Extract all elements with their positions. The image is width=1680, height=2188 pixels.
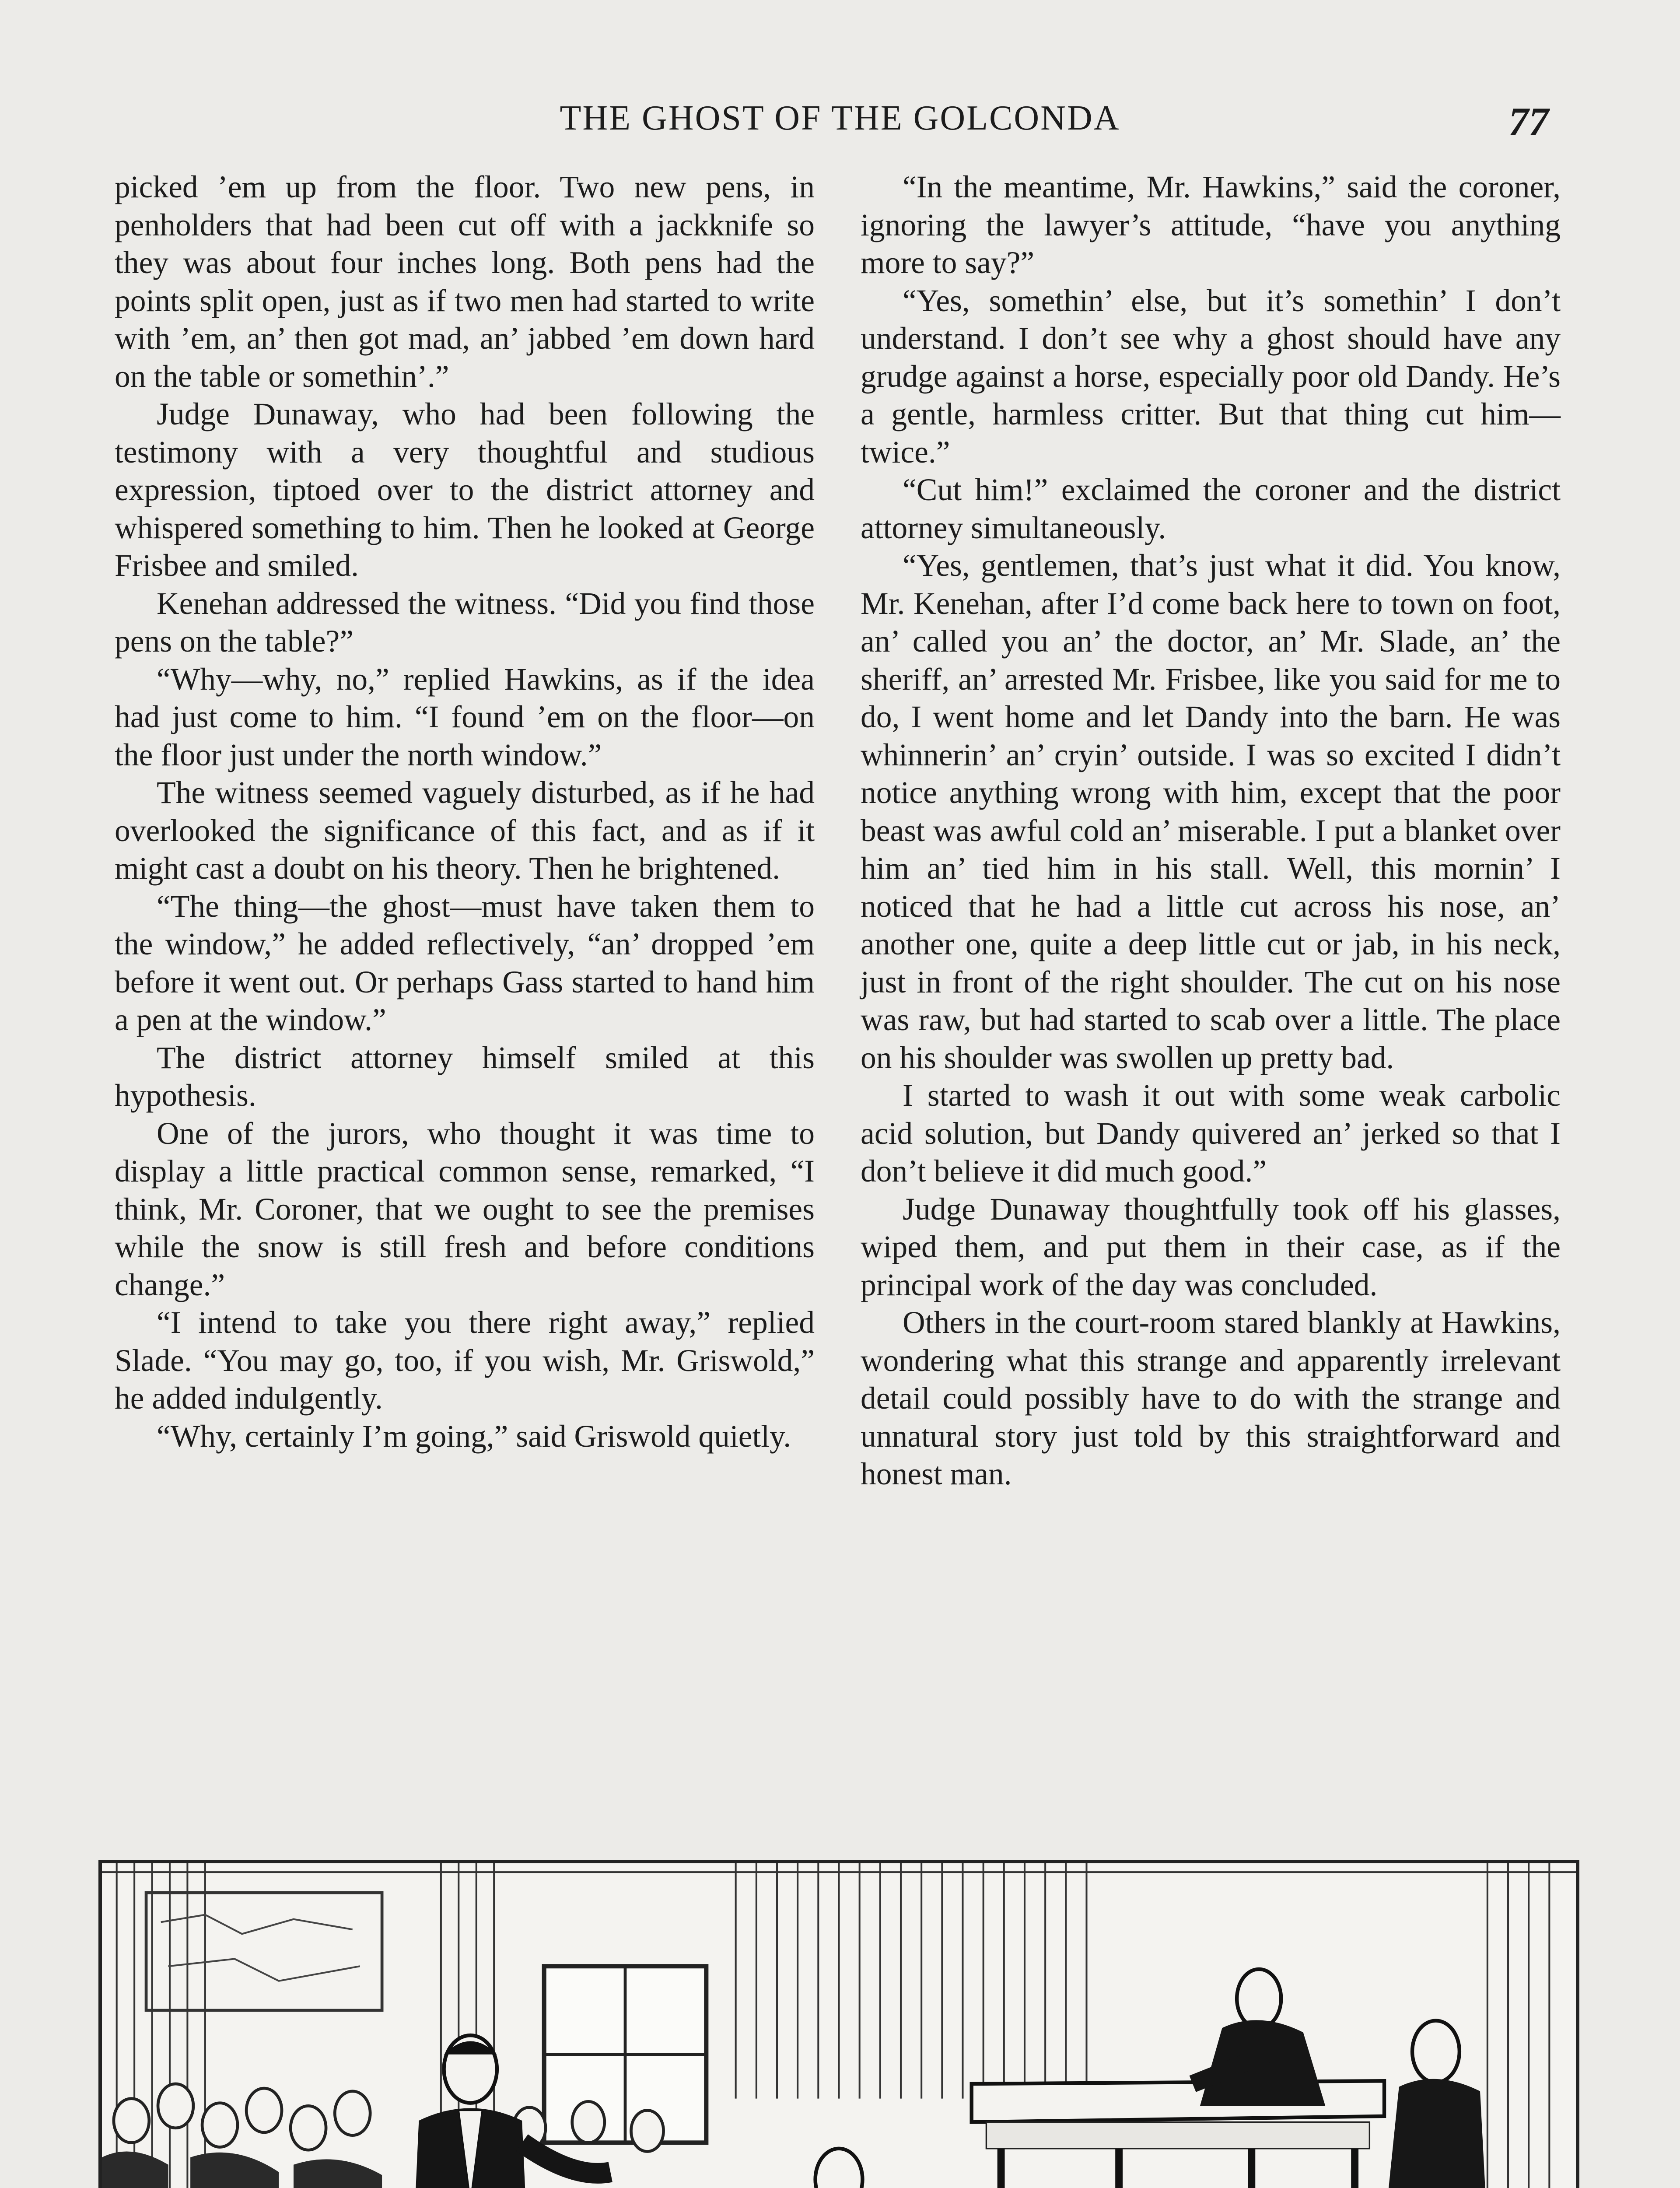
courtroom-illustration	[98, 1860, 1579, 2188]
paragraph: I started to wash it out with some weak carbolic acid solution, but Dandy quivered an’ jerked so that I don’t believe it did much good.”	[861, 1078, 1561, 1189]
paragraph: “The thing—the ghost—must have taken them to the window,” he added reflectively, “an’ dropped ’em before it went out. Or perhaps Gass started to hand him a pen at the window.”	[115, 889, 815, 1037]
paragraph: The witness seemed vaguely disturbed, as if he had overlooked the significance of this fact, and as if it might cast a doubt on his theory. Then he brightened.	[115, 775, 815, 886]
paragraph: “Yes, somethin’ else, but it’s somethin’ I don’t understand. I don’t see why a ghost should have any grudge against a horse, especially poor old Dandy. He’s a gentle, harmless critter. But that thing cut him—twice.”	[861, 283, 1561, 470]
running-title: THE GHOST OF THE GOLCONDA	[560, 99, 1120, 137]
paragraph: “I intend to take you there right away,” replied Slade. “You may go, too, if you wish, Mr. Griswold,” he added indulgently.	[115, 1305, 815, 1416]
page-header	[0, 90, 1680, 144]
paragraph: “Cut him!” exclaimed the coroner and the district attorney simultaneously.	[861, 473, 1561, 545]
right-text-column	[861, 168, 1561, 1494]
paragraph: picked ’em up from the floor. Two new pens, in penholders that had been cut off with a jackknife so they was about four inches long. Both pens had the points split open, just as if two men had started to write with ’em, an’ then got mad, an’ jabbed ’em down hard on the table or somethin’.”	[115, 170, 815, 394]
paragraph: “Why—why, no,” replied Hawkins, as if the idea had just come to him. “I found ’em on the floor—on the floor just under the north window.”	[115, 662, 815, 772]
paragraph: Judge Dunaway, who had been following the testimony with a very thoughtful and studious expression, tiptoed over to the district attorney and whispered something to him. Then he looked at George Frisbee and smiled.	[115, 397, 815, 583]
paragraph: “Why, certainly I’m going,” said Griswold quietly.	[157, 1419, 791, 1454]
paragraph: “Yes, gentlemen, that’s just what it did. You know, Mr. Kenehan, after I’d come back here to town on foot, an’ called you an’ the doctor, an’ Mr. Slade, an’ the sheriff, an’ arrested Mr. Frisbee, like you said for me to do, I went home and let Dandy into the barn. He was whinnerin’ an’ cryin’ outside. I was so excited I didn’t notice anything wrong with him, except that the poor beast was awful cold an’ miserable. I put a blanket over him an’ tied him in his stall. Well, this mornin’ I noticed that he had a little cut across his nose, an’ another one, quite a deep little cut or jab, in his neck, just in front of the right shoulder. The cut on his nose was raw, but had started to scab over a little. The place on his shoulder was swollen up pretty bad.	[861, 548, 1561, 1075]
paragraph: “In the meantime, Mr. Hawkins,” said the coroner, ignoring the lawyer’s attitude, “have you anything more to say?”	[861, 170, 1561, 280]
page-number: 77	[1508, 99, 1549, 144]
paragraph: Others in the court-room stared blankly at Hawkins, wondering what this strange and apparently irrelevant detail could possibly have to do with the strange and unnatural story just told by this straightforward and honest man.	[861, 1305, 1561, 1491]
courtroom-sketch	[102, 1863, 1576, 2188]
paragraph: Kenehan addressed the witness. “Did you find those pens on the table?”	[115, 586, 815, 659]
left-text-column	[115, 168, 815, 1455]
paragraph: One of the jurors, who thought it was time to display a little practical common sense, remarked, “I think, Mr. Coroner, that we ought to see the premises while the snow is still fresh and before conditions change.”	[115, 1116, 815, 1302]
paragraph: The district attorney himself smiled at this hypothesis.	[115, 1040, 815, 1113]
paragraph: Judge Dunaway thoughtfully took off his glasses, wiped them, and put them in their case, as if the principal work of the day was concluded.	[861, 1192, 1561, 1302]
